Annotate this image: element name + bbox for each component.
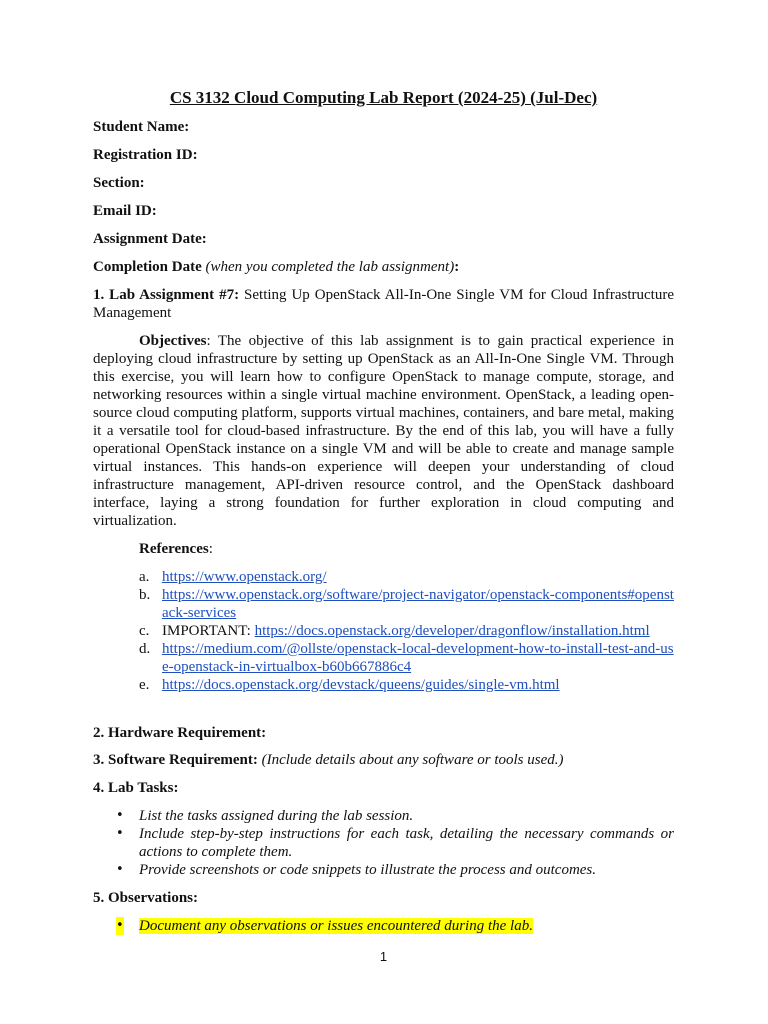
bullet-icon: • [116, 826, 124, 841]
registration-id-field: Registration ID: [93, 147, 198, 163]
section-field: Section: [93, 175, 145, 191]
lab-task-text: Include step-by-step instructions for each task, detailing the necessary commands or actions to complete them. [139, 826, 674, 860]
observations-list [93, 917, 674, 935]
lab-assignment-label: 1. Lab Assignment #7: [93, 287, 240, 303]
references-label: References [139, 541, 209, 557]
reference-item [139, 586, 674, 622]
student-name-field: Student Name: [93, 119, 190, 135]
objectives-text: : The objective of this lab assignment is to gain practical experience in deploying cloud infrastructure by setting up OpenStack as an All-In-One Single VM. Through this exercise, you will learn how to configure OpenStack to manage compute, storage, and networking resources within a single virtual machine environment. OpenStack, a leading open-source cloud computing platform, supports virtual machines, containers, and bare metal, making it a versatile tool for cloud-based infrastructure. By the end of this lab, you will have a fully operational OpenStack instance on a single VM and will be able to create and manage sample virtual instances. This hands-on experience will deepen your understanding of cloud infrastructure management, API-driven resource control, and the OpenStack dashboard interface, laying a strong foundation for further exploration in cloud computing and virtualization. [93, 333, 674, 529]
observation-item [93, 917, 674, 935]
reference-link[interactable]: https://medium.com/@ollste/openstack-local-development-how-to-install-test-and-use-openstack-in-virtualbox-b60b667886c4 [162, 641, 674, 675]
reference-link[interactable]: https://docs.openstack.org/devstack/queens/guides/single-vm.html [162, 677, 560, 693]
reference-marker: c. [139, 623, 150, 639]
lab-task-item [93, 861, 674, 879]
lab-task-item [93, 825, 674, 861]
references-list [139, 568, 674, 694]
bullet-icon: • [116, 808, 124, 823]
lab-assignment-heading [93, 286, 674, 322]
references-colon: : [208, 541, 213, 557]
completion-date-colon: : [454, 259, 460, 275]
completion-date-label: Completion Date [93, 259, 202, 275]
email-id-field: Email ID: [93, 203, 157, 219]
reference-marker: a. [139, 569, 150, 585]
completion-date-note: (when you completed the lab assignment) [205, 259, 455, 275]
hardware-requirement-heading: 2. Hardware Requirement: [93, 725, 267, 741]
reference-marker: e. [139, 677, 150, 693]
bullet-icon: • [116, 918, 124, 933]
software-requirement-note: (Include details about any software or tools used.) [261, 752, 564, 768]
lab-assignment-text: Setting Up OpenStack All-In-One Single VM for Cloud Infrastructure Management [93, 287, 675, 321]
reference-link[interactable]: https://www.openstack.org/software/project-navigator/openstack-components#openstack-services [162, 587, 674, 621]
reference-item [139, 676, 674, 694]
lab-tasks-list [93, 807, 674, 879]
lab-task-item [93, 807, 674, 825]
document-page [93, 0, 674, 1024]
observations-heading: 5. Observations: [93, 890, 198, 906]
reference-marker: b. [139, 587, 151, 603]
objectives-label: Objectives [139, 333, 207, 349]
reference-prefix: IMPORTANT: [162, 623, 255, 639]
lab-task-text: List the tasks assigned during the lab session. [139, 808, 414, 824]
reference-marker: d. [139, 641, 151, 657]
assignment-date-field: Assignment Date: [93, 231, 207, 247]
software-requirement-heading [93, 751, 564, 769]
references-heading [139, 540, 213, 558]
lab-tasks-heading: 4. Lab Tasks: [93, 780, 179, 796]
bullet-icon: • [116, 862, 124, 877]
completion-date-field [93, 258, 459, 276]
page-number: 1 [379, 949, 388, 964]
reference-link[interactable]: https://www.openstack.org/ [162, 569, 327, 585]
reference-link[interactable]: https://docs.openstack.org/developer/dragonflow/installation.html [254, 623, 650, 639]
objectives-paragraph [93, 332, 674, 530]
reference-item [139, 568, 674, 586]
observation-text: Document any observations or issues encountered during the lab. [139, 918, 533, 934]
lab-task-text: Provide screenshots or code snippets to illustrate the process and outcomes. [139, 862, 597, 878]
reference-item [139, 622, 674, 640]
page-title: CS 3132 Cloud Computing Lab Report (2024-25) (Jul-Dec) [169, 88, 598, 107]
reference-item [139, 640, 674, 676]
software-requirement-label: 3. Software Requirement: [93, 752, 258, 768]
